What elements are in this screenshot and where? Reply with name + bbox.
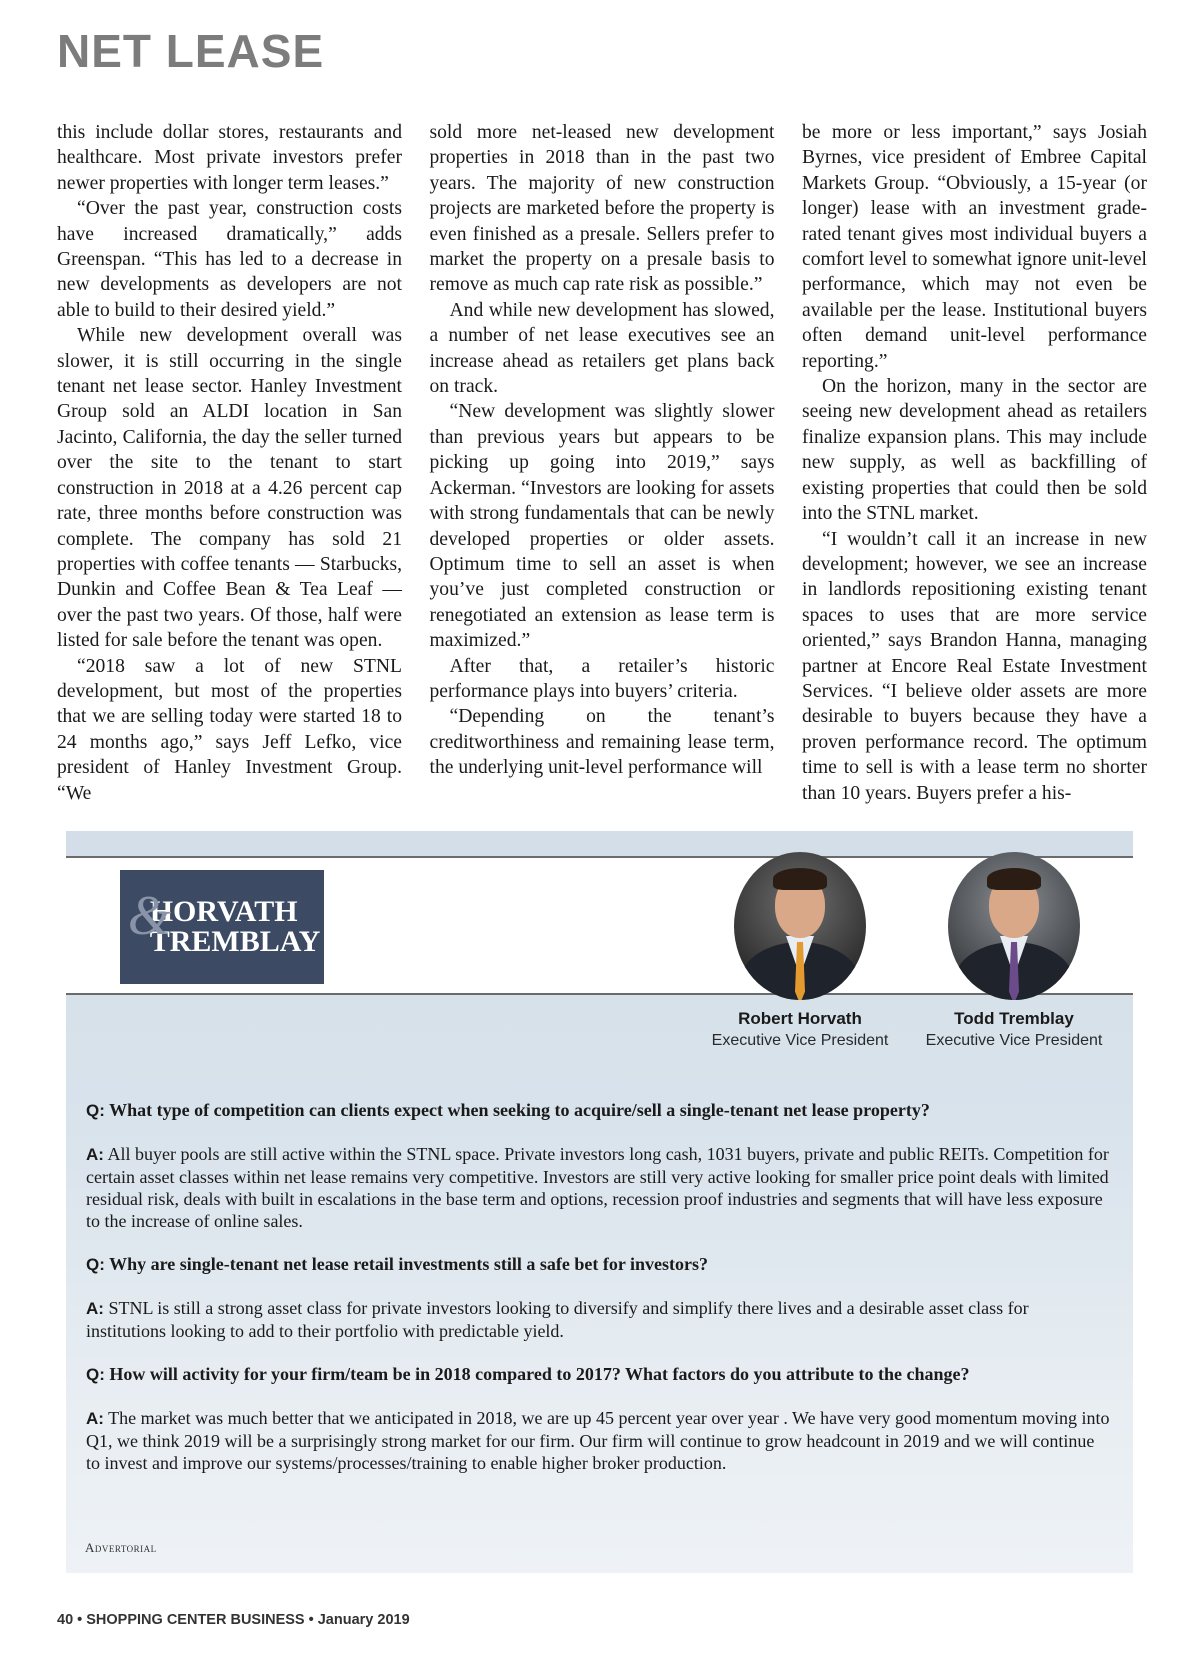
logo-text — [124, 885, 321, 958]
article-column-2 — [430, 120, 775, 820]
article-paragraph: be more or less important,” says Josiah Byrnes, vice president of Embree Capital Markets Group. “Obviously, a 15-year (or longer) lease with an investment grade-rated tenant gives most individual buyers a comfort level to somewhat ignore unit-level performance, which may not even be available per the lease. Institutional buyers often demand unit-level performance reporting.” — [802, 122, 1147, 372]
qa-prefix: A: — [86, 1145, 104, 1164]
person-title: Executive Vice President — [711, 1032, 889, 1049]
person-title: Executive Vice President — [925, 1032, 1103, 1049]
qa-section — [86, 1099, 1111, 1495]
logo-line-1: HORVATH — [149, 895, 298, 928]
article-paragraph: On the horizon, many in the sector are seeing new development ahead as retailers finalize expansion plans. This may include new supply, as well as backfilling of existing properties that could then be sold into the STNL market. — [802, 376, 1147, 525]
logo-ampersand: & — [127, 885, 172, 947]
qa-text: Why are single-tenant net lease retail investments still a safe bet for investors? — [109, 1254, 708, 1274]
article-paragraph: “I wouldn’t call it an increase in new development; however, we see an increase in landlords repositioning existing tenant spaces to uses that are more service oriented,” says Brandon Hanna, managing partner at Encore Real Estate Investment Services. “I believe older assets are more desirable to buyers because they have a proven performance record. The optimum time to sell is with a lease term no shorter than 10 years. Buyers prefer a his- — [802, 528, 1147, 804]
qa-prefix: A: — [86, 1299, 104, 1318]
article-paragraph: And while new development has slowed, a number of net lease executives see an increase ahead as retailers get plans back on track. — [429, 299, 775, 398]
qa-answer — [86, 1297, 1111, 1342]
qa-prefix: Q: — [86, 1365, 105, 1384]
person-name: Robert Horvath — [738, 1009, 862, 1028]
horvath-tremblay-logo — [120, 870, 324, 984]
article-paragraph: “New development was slightly slower than previous years but appears to be picking up going into 2019,” says Ackerman. “Investors are looking for assets with strong fundamentals that can be newly developed properties or older assets. Optimum time to sell an asset is when you’ve just completed construction or renegotiated an extension as lease term is maximized.” — [429, 401, 775, 652]
qa-text: STNL is still a strong asset class for private investors looking to diversify and simplify there lives and a desirable asset class for institutions looking to add to their portfolio with predictable yield. — [86, 1298, 1029, 1341]
qa-prefix: A: — [86, 1409, 104, 1428]
advertorial-label: Advertorial — [85, 1540, 157, 1555]
qa-question — [86, 1363, 1111, 1386]
qa-text: All buyer pools are still active within the STNL space. Private investors long cash, 1031 buyers, private and public REITs. Competition for certain asset classes within net lease remains very competitive. Investors are still very active looking for smaller price point deals with limited residual risk, deals with built in escalations in the base term and options, recession proof industries and segments that will have less exposure to the increase of online sales. — [86, 1144, 1109, 1231]
qa-prefix: Q: — [86, 1255, 105, 1274]
todd-tremblay-photo — [948, 852, 1080, 1000]
qa-text: How will activity for your firm/team be in 2018 compared to 2017? What factors do you attribute to the change? — [109, 1364, 970, 1384]
qa-text: The market was much better that we anticipated in 2018, we are up 45 percent year over year . We have very good momentum moving into Q1, we think 2019 will be a surprisingly strong market for our firm. Our firm will continue to grow headcount in 2019 and we will continue to invest and improve our systems/processes/training to enable higher broker production. — [86, 1408, 1110, 1473]
article-paragraph: While new development overall was slower, it is still occurring in the single tenant net lease sector. Hanley Investment Group sold an ALDI location in San Jacinto, California, the day the seller turned over the site to the tenant to start construction in 2018 at a 4.26 percent cap rate, three months before construction was complete. The company has sold 21 properties with coffee tenants — Starbucks, Dunkin and Coffee Bean & Tea Leaf — over the past two years. Of those, half were listed for sale before the tenant was open. — [57, 325, 402, 652]
qa-text: What type of competition can clients expect when seeking to acquire/sell a single-tenant net lease property? — [109, 1100, 930, 1120]
article-paragraph: this include dollar stores, restaurants and healthcare. Most private investors prefer newer properties with longer term leases.” — [57, 122, 402, 194]
section-title: NET LEASE — [57, 25, 325, 77]
qa-question — [86, 1253, 1111, 1276]
logo-line-2: TREMBLAY — [149, 925, 321, 958]
article-column-3 — [802, 120, 1147, 820]
article-columns — [57, 120, 1147, 820]
article-column-1 — [57, 120, 402, 820]
article-paragraph: After that, a retailer’s historic performance plays into buyers’ criteria. — [429, 655, 775, 702]
robert-horvath-photo — [734, 852, 866, 1000]
page-footer: 40 • SHOPPING CENTER BUSINESS • January 2019 — [57, 1612, 410, 1628]
qa-prefix: Q: — [86, 1101, 105, 1120]
article-paragraph: “Depending on the tenant’s creditworthiness and remaining lease term, the underlying unit-level performance will — [429, 706, 775, 779]
qa-question — [86, 1099, 1111, 1122]
article-paragraph: “2018 saw a lot of new STNL development, but most of the properties that we are selling today were started 18 to 24 months ago,” says Jeff Lefko, vice president of Hanley Investment Group. “We — [57, 655, 402, 804]
qa-answer — [86, 1143, 1111, 1232]
advertorial-box — [66, 831, 1133, 1573]
qa-answer — [86, 1407, 1111, 1474]
article-paragraph: sold more net-leased new development properties in 2018 than in the past two years. The majority of new construction projects are marketed before the property is even finished as a presale. Sellers prefer to market the property on a presale basis to remove as much cap rate risk as possible.” — [429, 122, 775, 296]
article-paragraph: “Over the past year, construction costs have increased dramatically,” adds Greenspan. “This has led to a decrease in new developments as developers are not able to build to their desired yield.” — [57, 198, 402, 321]
person-name: Todd Tremblay — [954, 1009, 1074, 1028]
